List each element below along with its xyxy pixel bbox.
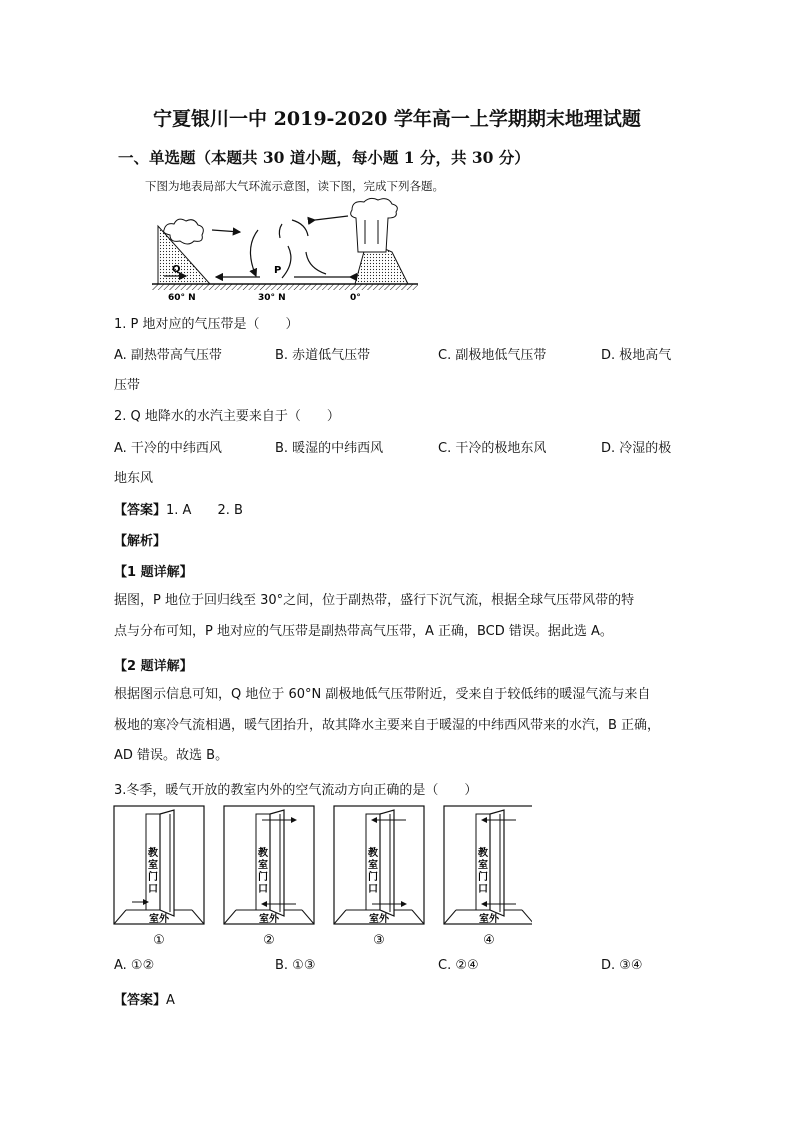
answer-3-tag: 【答案】	[114, 993, 167, 1008]
door-label-char: 门	[258, 872, 268, 883]
upper-flow-arrow-right	[315, 216, 348, 220]
figure-number-label: ④	[483, 933, 495, 948]
q1-option-c: C. 副极地低气压带	[438, 348, 547, 363]
door-label-char: 室	[478, 860, 488, 871]
detail-1-text: 据图，P 地位于回归线至 30°之间，位于副热带，盛行下沉气流，根据全球气压带风带的特 点与分布可知，P 地对应的气压带是副热带高气压带，A 正确，BCD 错误。据此选 A。	[114, 593, 635, 639]
figure-number-label: ②	[263, 933, 275, 948]
q3-option-b: B. ①③	[275, 958, 316, 973]
answer-tag: 【答案】	[114, 503, 167, 518]
circulation-diagram	[150, 196, 420, 306]
figure-number-label: ①	[153, 933, 165, 948]
q1-option-d-cont: 压带	[114, 378, 141, 393]
q3-option-c: C. ②④	[438, 958, 479, 973]
detail-1-heading: 【1 题详解】	[114, 565, 193, 580]
door-label-char: 教	[148, 848, 158, 859]
detail-2-text: 根据图示信息可知，Q 地位于 60°N 副极地低气压带附近，受来自于较低纬的暖湿气流与来自 极地的寒冷气流相遇，暖气团抬升，故其降水主要来自于暖湿的中纬西风带来的水汽，B 正确， AD 错误。故选 B。	[114, 687, 661, 763]
outside-label: 室外	[369, 914, 389, 925]
q3-option-a: A. ①②	[114, 958, 155, 973]
door-label-char: 口	[148, 884, 158, 895]
door-label-char: 门	[478, 872, 488, 883]
door-label-char: 口	[368, 884, 378, 895]
door-label-char: 口	[478, 884, 488, 895]
q2-option-d-cont: 地东风	[114, 471, 154, 486]
question-3-stem: 3.冬季，暖气开放的教室内外的空气流动方向正确的是（ ）	[114, 783, 478, 798]
door-airflow-figures	[112, 804, 532, 948]
q1-option-d: D. 极地高气	[601, 348, 672, 363]
door-label-char: 教	[478, 848, 488, 859]
label-30n: 30° N	[258, 293, 286, 303]
answer-text: 1. A 2. B	[166, 503, 243, 518]
detail-2-heading: 【2 题详解】	[114, 659, 193, 674]
outside-label: 室外	[259, 914, 279, 925]
cloud-right-icon	[351, 198, 398, 252]
door-label-char: 教	[258, 848, 268, 859]
label-0: 0°	[350, 293, 361, 303]
descending-flow-right	[282, 246, 291, 278]
question-1-stem: 1. P 地对应的气压带是（ ）	[114, 317, 299, 332]
intro-text: 下图为地表局部大气环流示意图，读下图，完成下列各题。	[145, 179, 444, 193]
q2-option-b: B. 暖湿的中纬西风	[275, 441, 384, 456]
q1-option-a: A. 副热带高气压带	[114, 348, 222, 363]
label-p: P	[274, 265, 282, 276]
upper-flow-arrow-left	[212, 230, 240, 232]
label-60n: 60° N	[168, 293, 196, 303]
ground-hatch	[152, 284, 418, 290]
label-q: Q	[172, 264, 181, 275]
q2-option-c: C. 干冷的极地东风	[438, 441, 547, 456]
q2-option-a: A. 干冷的中纬西风	[114, 441, 222, 456]
door-label-char: 口	[258, 884, 268, 895]
q2-option-d: D. 冷湿的极	[601, 441, 672, 456]
door-label-char: 教	[368, 848, 378, 859]
door-figure-4	[444, 806, 532, 948]
answer-3-text: A	[166, 993, 175, 1008]
section-heading: 一、单选题（本题共 30 道小题，每小题 1 分，共 30 分）	[118, 148, 530, 167]
question-2-stem: 2. Q 地降水的水汽主要来自于（ ）	[114, 409, 340, 424]
q3-option-d: D. ③④	[601, 958, 643, 973]
door-label-char: 室	[258, 860, 268, 871]
answer-1-2	[114, 499, 243, 518]
door-figure-3	[334, 806, 424, 948]
q1-option-b: B. 赤道低气压带	[275, 348, 371, 363]
outside-label: 室外	[149, 914, 169, 925]
door-figure-2	[224, 806, 314, 948]
door-label-char: 室	[148, 860, 158, 871]
analysis-heading: 【解析】	[114, 534, 167, 549]
outside-label: 室外	[479, 914, 499, 925]
door-figure-1	[114, 806, 204, 948]
door-label-char: 门	[148, 872, 158, 883]
answer-3	[114, 989, 175, 1008]
door-label-char: 室	[368, 860, 378, 871]
figure-number-label: ③	[373, 933, 385, 948]
descending-flow-left	[250, 230, 258, 276]
page-title: 宁夏银川一中 2019-2020 学年高一上学期期末地理试题	[153, 108, 641, 130]
door-label-char: 门	[368, 872, 378, 883]
